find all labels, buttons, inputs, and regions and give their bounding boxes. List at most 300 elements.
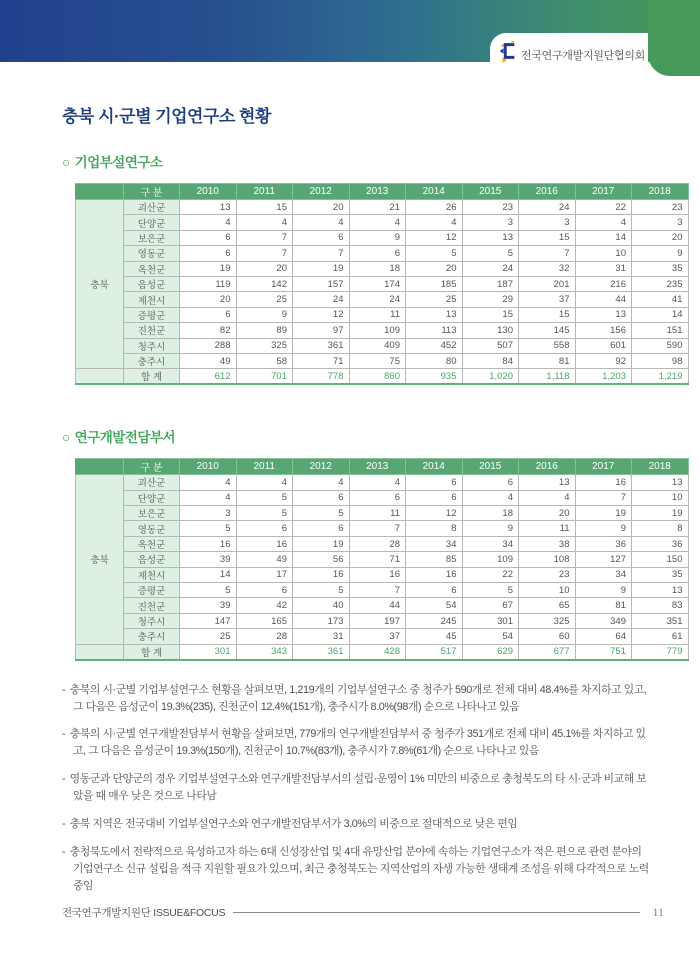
value-cell: 44: [575, 292, 632, 307]
region-name-cell: 제천시: [124, 292, 180, 307]
value-cell: 13: [632, 475, 689, 490]
total-row: [76, 644, 689, 660]
value-cell: 6: [236, 521, 293, 536]
value-cell: 9: [575, 583, 632, 598]
value-cell: 13: [180, 200, 237, 215]
value-cell: 157: [293, 276, 350, 291]
value-cell: 22: [462, 567, 519, 582]
value-cell: 7: [236, 230, 293, 245]
province-cell: 충북: [76, 475, 124, 644]
value-cell: 60: [519, 629, 576, 644]
column-header-gubun: 구 분: [124, 459, 180, 475]
value-cell: 49: [180, 353, 237, 368]
value-cell: 34: [575, 567, 632, 582]
total-blank-cell: [76, 644, 124, 660]
value-cell: 8: [406, 521, 463, 536]
value-cell: 10: [575, 246, 632, 261]
value-cell: 34: [462, 536, 519, 551]
value-cell: 28: [236, 629, 293, 644]
value-cell: 12: [406, 230, 463, 245]
value-cell: 6: [293, 490, 350, 505]
value-cell: 301: [462, 613, 519, 628]
table-header-row: [76, 184, 689, 200]
bullet-item: [62, 844, 654, 895]
table-row: [76, 261, 689, 276]
value-cell: 4: [293, 215, 350, 230]
value-cell: 15: [519, 307, 576, 322]
value-cell: 590: [632, 338, 689, 353]
column-header-year: 2016: [519, 184, 576, 200]
value-cell: 6: [180, 246, 237, 261]
table-row: [76, 307, 689, 322]
value-cell: 16: [293, 567, 350, 582]
value-cell: 5: [180, 583, 237, 598]
column-header-year: 2010: [180, 184, 237, 200]
section-heading-2: [62, 426, 662, 446]
footer-publication-title: 전국연구개발지원단 ISSUE&FOCUS: [62, 907, 226, 919]
region-name-cell: 보은군: [124, 506, 180, 521]
value-cell: 4: [406, 215, 463, 230]
value-cell: 81: [575, 598, 632, 613]
total-value-cell: 778: [293, 369, 350, 385]
value-cell: 36: [575, 536, 632, 551]
value-cell: 7: [519, 246, 576, 261]
value-cell: 4: [349, 215, 406, 230]
value-cell: 452: [406, 338, 463, 353]
total-value-cell: 779: [632, 644, 689, 660]
value-cell: 9: [462, 521, 519, 536]
value-cell: 4: [349, 475, 406, 490]
bullet-text: 영동군과 단양군의 경우 기업부설연구소와 연구개발전담부서의 설립·운영이 1% 미만의 비중으로 충청북도의 타 시·군과 비교해 보았을 때 매우 낮은 것으로 나타남: [67, 773, 647, 803]
value-cell: 6: [406, 475, 463, 490]
value-cell: 36: [632, 536, 689, 551]
value-cell: 6: [236, 583, 293, 598]
value-cell: 23: [632, 200, 689, 215]
value-cell: 54: [406, 598, 463, 613]
value-cell: 19: [180, 261, 237, 276]
value-cell: 325: [236, 338, 293, 353]
value-cell: 3: [462, 215, 519, 230]
table-row: [76, 521, 689, 536]
value-cell: 41: [632, 292, 689, 307]
value-cell: 35: [632, 567, 689, 582]
value-cell: 24: [293, 292, 350, 307]
value-cell: 156: [575, 323, 632, 338]
value-cell: 5: [293, 506, 350, 521]
value-cell: 35: [632, 261, 689, 276]
value-cell: 25: [406, 292, 463, 307]
value-cell: 4: [180, 490, 237, 505]
value-cell: 9: [575, 521, 632, 536]
value-cell: 54: [462, 629, 519, 644]
value-cell: 173: [293, 613, 350, 628]
region-name-cell: 괴산군: [124, 475, 180, 490]
region-name-cell: 옥천군: [124, 536, 180, 551]
circle-bullet-icon: ○: [62, 155, 70, 170]
value-cell: 142: [236, 276, 293, 291]
total-label-cell: 합 계: [124, 644, 180, 660]
value-cell: 4: [180, 475, 237, 490]
org-logo-icon: [498, 39, 518, 68]
value-cell: 9: [349, 230, 406, 245]
value-cell: 18: [349, 261, 406, 276]
province-cell: 충북: [76, 200, 124, 369]
total-value-cell: 517: [406, 644, 463, 660]
table-row: [76, 583, 689, 598]
value-cell: 14: [632, 307, 689, 322]
total-value-cell: 629: [462, 644, 519, 660]
column-header-year: 2016: [519, 459, 576, 475]
header-gradient-bar: [0, 0, 700, 62]
value-cell: 4: [462, 490, 519, 505]
value-cell: 288: [180, 338, 237, 353]
page-number: 11: [652, 905, 664, 919]
value-cell: 13: [575, 307, 632, 322]
value-cell: 109: [349, 323, 406, 338]
value-cell: 127: [575, 552, 632, 567]
value-cell: 32: [519, 261, 576, 276]
value-cell: 83: [632, 598, 689, 613]
region-name-cell: 제천시: [124, 567, 180, 582]
table-row: [76, 323, 689, 338]
value-cell: 147: [180, 613, 237, 628]
value-cell: 9: [632, 246, 689, 261]
value-cell: 34: [406, 536, 463, 551]
column-header-year: 2012: [293, 184, 350, 200]
section-heading-text: 연구개발전담부서: [74, 430, 175, 446]
value-cell: 21: [349, 200, 406, 215]
column-header-year: 2015: [462, 459, 519, 475]
value-cell: 6: [462, 475, 519, 490]
value-cell: 23: [462, 200, 519, 215]
value-cell: 13: [462, 230, 519, 245]
region-name-cell: 옥천군: [124, 261, 180, 276]
value-cell: 24: [519, 200, 576, 215]
total-value-cell: 428: [349, 644, 406, 660]
value-cell: 38: [519, 536, 576, 551]
value-cell: 16: [236, 536, 293, 551]
total-value-cell: 751: [575, 644, 632, 660]
dash-marker: -: [62, 683, 66, 696]
value-cell: 80: [406, 353, 463, 368]
value-cell: 11: [349, 506, 406, 521]
section-heading-1: [62, 151, 662, 171]
region-name-cell: 단양군: [124, 215, 180, 230]
value-cell: 67: [462, 598, 519, 613]
value-cell: 4: [236, 475, 293, 490]
table-row: [76, 200, 689, 215]
value-cell: 20: [406, 261, 463, 276]
value-cell: 108: [519, 552, 576, 567]
value-cell: 6: [406, 583, 463, 598]
column-header-year: 2013: [349, 459, 406, 475]
value-cell: 89: [236, 323, 293, 338]
column-header-year: 2013: [349, 184, 406, 200]
value-cell: 39: [180, 552, 237, 567]
total-value-cell: 1,020: [462, 369, 519, 385]
column-header-year: 2017: [575, 184, 632, 200]
region-name-cell: 증평군: [124, 307, 180, 322]
value-cell: 201: [519, 276, 576, 291]
value-cell: 119: [180, 276, 237, 291]
total-value-cell: 343: [236, 644, 293, 660]
value-cell: 5: [180, 521, 237, 536]
region-name-cell: 음성군: [124, 552, 180, 567]
table-row: [76, 613, 689, 628]
total-value-cell: 361: [293, 644, 350, 660]
value-cell: 16: [406, 567, 463, 582]
table-row: [76, 353, 689, 368]
table-row: [76, 338, 689, 353]
value-cell: 19: [575, 506, 632, 521]
value-cell: 130: [462, 323, 519, 338]
column-header-year: 2014: [406, 184, 463, 200]
value-cell: 37: [519, 292, 576, 307]
value-cell: 8: [632, 521, 689, 536]
value-cell: 84: [462, 353, 519, 368]
column-header-year: 2011: [236, 459, 293, 475]
value-cell: 29: [462, 292, 519, 307]
value-cell: 31: [575, 261, 632, 276]
value-cell: 351: [632, 613, 689, 628]
org-name: 전국연구개발지원단협의회: [521, 49, 645, 62]
value-cell: 109: [462, 552, 519, 567]
value-cell: 14: [575, 230, 632, 245]
value-cell: 20: [236, 261, 293, 276]
value-cell: 37: [349, 629, 406, 644]
value-cell: 17: [236, 567, 293, 582]
bullet-text: 충청북도에서 전략적으로 육성하고자 하는 6대 신성장산업 및 4대 유망산업 분야에 속하는 기업연구소가 적은 편으로 관련 분야의 기업연구소 신규 설립을 적극 지원할 필요가 있으며, 최근 충청북도는 지역산업의 자생 가능한 생태계 조성을 위해 다각적으로 노력중임: [67, 846, 649, 893]
value-cell: 20: [293, 200, 350, 215]
value-cell: 174: [349, 276, 406, 291]
value-cell: 39: [180, 598, 237, 613]
value-cell: 245: [406, 613, 463, 628]
value-cell: 92: [575, 353, 632, 368]
value-cell: 16: [575, 475, 632, 490]
table-wrap-2: [75, 458, 683, 660]
value-cell: 23: [519, 567, 576, 582]
value-cell: 7: [293, 246, 350, 261]
value-cell: 45: [406, 629, 463, 644]
value-cell: 235: [632, 276, 689, 291]
value-cell: 7: [575, 490, 632, 505]
page-title: 충북 시·군별 기업연구소 현황: [62, 107, 271, 126]
value-cell: 185: [406, 276, 463, 291]
value-cell: 25: [236, 292, 293, 307]
value-cell: 7: [349, 521, 406, 536]
value-cell: 24: [462, 261, 519, 276]
value-cell: 165: [236, 613, 293, 628]
value-cell: 71: [349, 552, 406, 567]
value-cell: 15: [519, 230, 576, 245]
region-name-cell: 영동군: [124, 246, 180, 261]
table-corner-cell: [76, 184, 124, 200]
value-cell: 6: [180, 307, 237, 322]
value-cell: 507: [462, 338, 519, 353]
dash-marker: -: [62, 846, 66, 859]
value-cell: 9: [236, 307, 293, 322]
bullet-item: [62, 771, 654, 805]
value-cell: 15: [236, 200, 293, 215]
bullet-item: [62, 816, 654, 833]
total-value-cell: 301: [180, 644, 237, 660]
region-name-cell: 충주시: [124, 629, 180, 644]
region-name-cell: 단양군: [124, 490, 180, 505]
total-row: [76, 369, 689, 385]
column-header-gubun: 구 분: [124, 184, 180, 200]
value-cell: 13: [519, 475, 576, 490]
total-value-cell: 701: [236, 369, 293, 385]
value-cell: 151: [632, 323, 689, 338]
total-value-cell: 612: [180, 369, 237, 385]
dash-marker: -: [62, 728, 66, 741]
value-cell: 61: [632, 629, 689, 644]
value-cell: 113: [406, 323, 463, 338]
region-name-cell: 청주시: [124, 613, 180, 628]
column-header-year: 2011: [236, 184, 293, 200]
value-cell: 65: [519, 598, 576, 613]
dash-marker: -: [62, 773, 66, 786]
total-value-cell: 860: [349, 369, 406, 385]
bullet-text: 충북 지역은 전국대비 기업부설연구소와 연구개발전담부서가 3.0%의 비중으로 절대적으로 낮은 편임: [67, 818, 518, 831]
value-cell: 64: [575, 629, 632, 644]
summary-bullets: [62, 682, 654, 895]
value-cell: 10: [632, 490, 689, 505]
total-value-cell: 677: [519, 644, 576, 660]
value-cell: 11: [349, 307, 406, 322]
table-header-row: [76, 459, 689, 475]
total-label-cell: 합 계: [124, 369, 180, 385]
org-badge: [490, 33, 648, 76]
region-name-cell: 영동군: [124, 521, 180, 536]
value-cell: 13: [406, 307, 463, 322]
research-institute-table: [75, 183, 689, 385]
value-cell: 4: [575, 215, 632, 230]
total-value-cell: 1,219: [632, 369, 689, 385]
value-cell: 4: [180, 215, 237, 230]
value-cell: 12: [406, 506, 463, 521]
value-cell: 28: [349, 536, 406, 551]
value-cell: 26: [406, 200, 463, 215]
value-cell: 19: [632, 506, 689, 521]
bullet-item: [62, 682, 654, 716]
value-cell: 40: [293, 598, 350, 613]
value-cell: 325: [519, 613, 576, 628]
value-cell: 5: [406, 246, 463, 261]
value-cell: 7: [349, 583, 406, 598]
research-institute-table: [75, 458, 689, 660]
table-row: [76, 506, 689, 521]
bullet-text: 충북의 시·군별 기업부설연구소 현황을 살펴보면, 1,219개의 기업부설연구소 중 청주가 590개로 전체 대비 48.4%를 차지하고 있고, 그 다음은 음성군이 19.3%(235), 진천군이 12.4%(151개), 충주시가 8.0%(98개) 순으로 나타나고 있음: [67, 683, 647, 713]
value-cell: 19: [293, 536, 350, 551]
value-cell: 71: [293, 353, 350, 368]
table-row: [76, 629, 689, 644]
table-row: [76, 536, 689, 551]
value-cell: 6: [349, 246, 406, 261]
value-cell: 82: [180, 323, 237, 338]
region-name-cell: 보은군: [124, 230, 180, 245]
table-wrap-1: [75, 183, 683, 385]
value-cell: 42: [236, 598, 293, 613]
value-cell: 16: [349, 567, 406, 582]
value-cell: 18: [462, 506, 519, 521]
total-value-cell: 1,118: [519, 369, 576, 385]
value-cell: 11: [519, 521, 576, 536]
value-cell: 361: [293, 338, 350, 353]
value-cell: 75: [349, 353, 406, 368]
region-name-cell: 증평군: [124, 583, 180, 598]
footer-divider-line: [233, 912, 640, 913]
value-cell: 197: [349, 613, 406, 628]
value-cell: 24: [349, 292, 406, 307]
table-row: [76, 246, 689, 261]
value-cell: 6: [180, 230, 237, 245]
region-name-cell: 음성군: [124, 276, 180, 291]
value-cell: 20: [632, 230, 689, 245]
page-footer: [62, 905, 664, 920]
value-cell: 25: [180, 629, 237, 644]
table-row: [76, 490, 689, 505]
region-name-cell: 괴산군: [124, 200, 180, 215]
total-value-cell: 1,203: [575, 369, 632, 385]
table-row: [76, 567, 689, 582]
value-cell: 409: [349, 338, 406, 353]
column-header-year: 2017: [575, 459, 632, 475]
value-cell: 58: [236, 353, 293, 368]
page-content: [0, 102, 700, 895]
value-cell: 5: [236, 490, 293, 505]
value-cell: 10: [519, 583, 576, 598]
region-name-cell: 청주시: [124, 338, 180, 353]
value-cell: 97: [293, 323, 350, 338]
value-cell: 216: [575, 276, 632, 291]
column-header-year: 2018: [632, 459, 689, 475]
value-cell: 20: [519, 506, 576, 521]
column-header-year: 2015: [462, 184, 519, 200]
value-cell: 5: [293, 583, 350, 598]
value-cell: 19: [293, 261, 350, 276]
value-cell: 49: [236, 552, 293, 567]
value-cell: 601: [575, 338, 632, 353]
value-cell: 31: [293, 629, 350, 644]
value-cell: 13: [632, 583, 689, 598]
table-row: [76, 276, 689, 291]
value-cell: 187: [462, 276, 519, 291]
value-cell: 3: [519, 215, 576, 230]
value-cell: 6: [349, 490, 406, 505]
column-header-year: 2010: [180, 459, 237, 475]
value-cell: 12: [293, 307, 350, 322]
column-header-year: 2014: [406, 459, 463, 475]
value-cell: 81: [519, 353, 576, 368]
value-cell: 5: [462, 246, 519, 261]
table-row: [76, 475, 689, 490]
value-cell: 558: [519, 338, 576, 353]
region-name-cell: 충주시: [124, 353, 180, 368]
value-cell: 3: [632, 215, 689, 230]
value-cell: 7: [236, 246, 293, 261]
value-cell: 85: [406, 552, 463, 567]
bullet-text: 충북의 시·군별 연구개발전담부서 현황을 살펴보면, 779개의 연구개발전담부서 중 청주가 351개로 전체 대비 45.1%를 차지하고 있고, 그 다음은 음성군이 19.3%(150개), 진천군이 10.7%(83개), 충주시가 7.8%(61개) 순으로 나타나고 있음: [67, 728, 646, 758]
value-cell: 15: [462, 307, 519, 322]
value-cell: 5: [236, 506, 293, 521]
column-header-year: 2012: [293, 459, 350, 475]
table-row: [76, 230, 689, 245]
value-cell: 14: [180, 567, 237, 582]
section-heading-text: 기업부설연구소: [74, 155, 163, 170]
column-header-year: 2018: [632, 184, 689, 200]
total-blank-cell: [76, 369, 124, 385]
